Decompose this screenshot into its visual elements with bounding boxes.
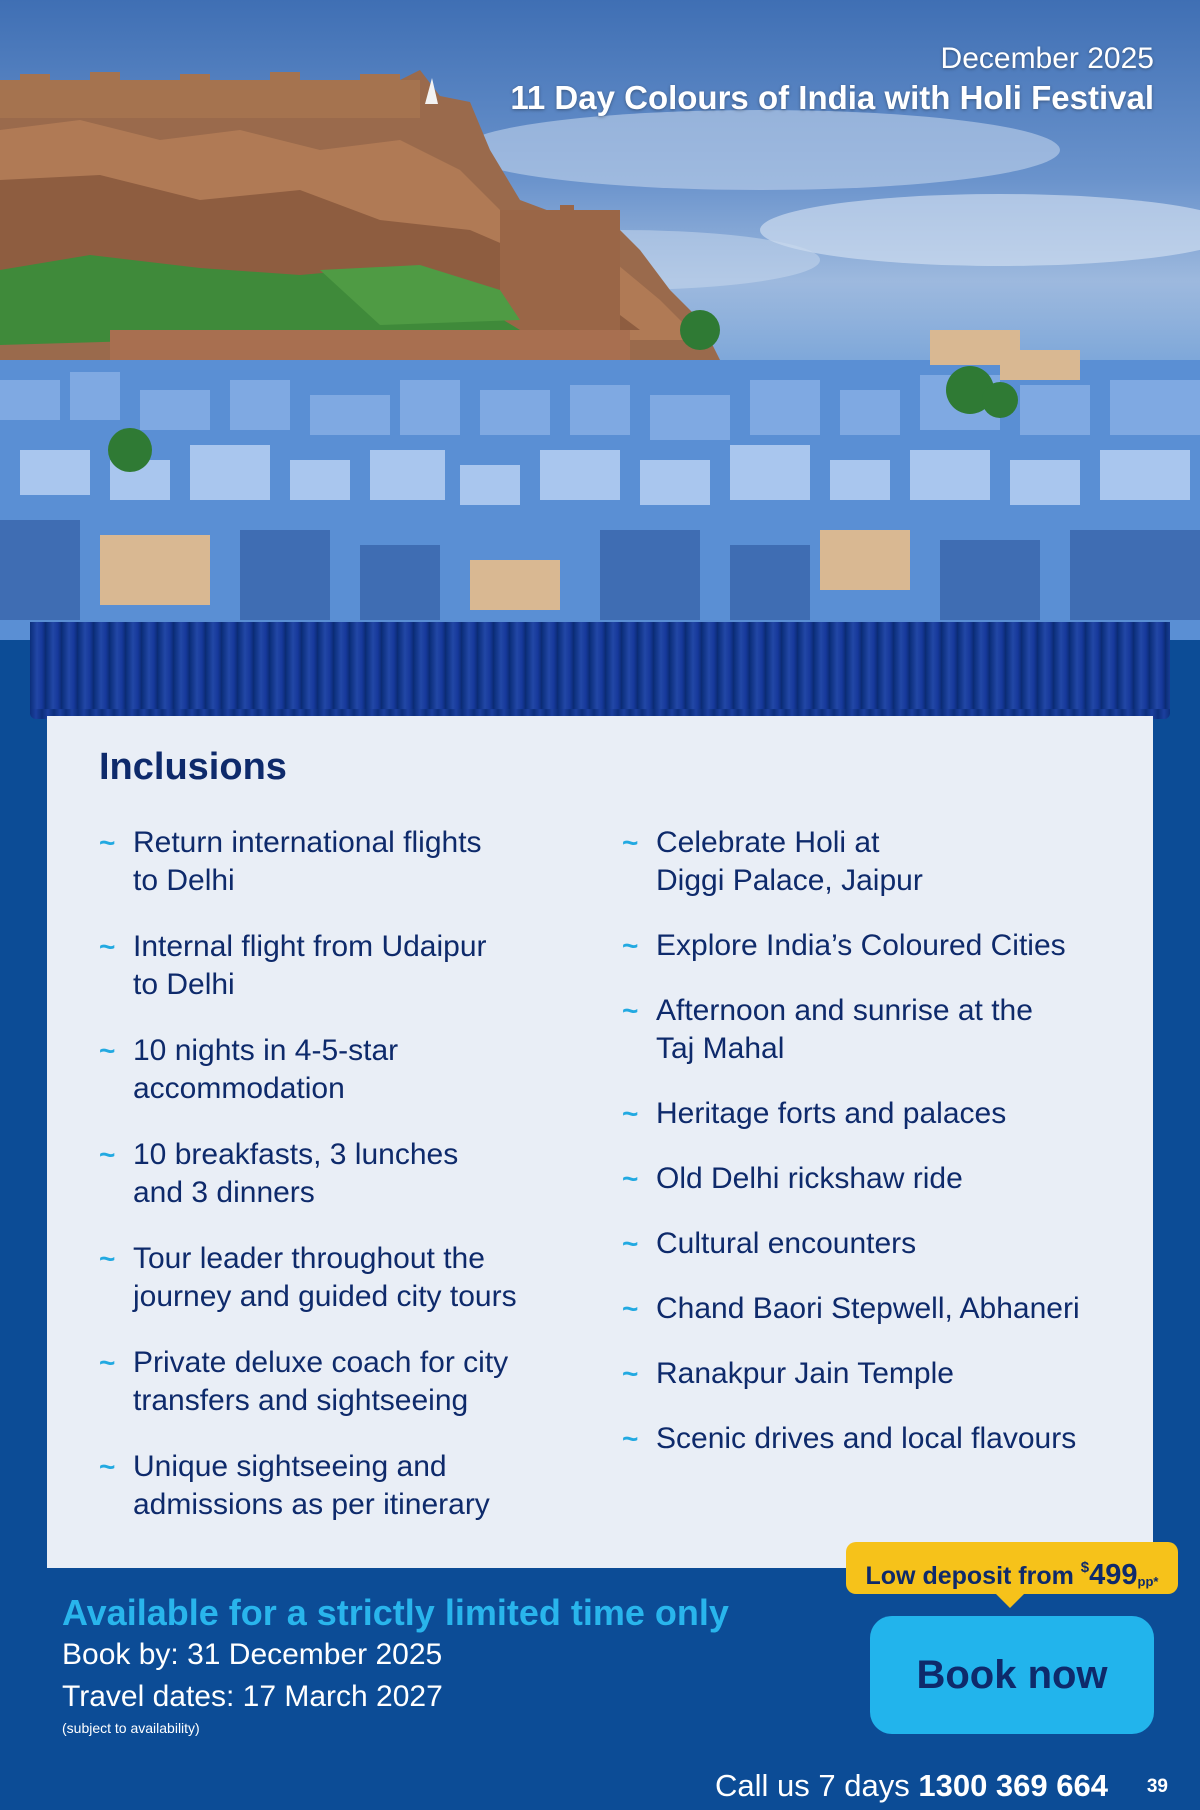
- inclusion-text: Ranakpur Jain Temple: [656, 1357, 954, 1390]
- bullet-tilde-icon: ~: [99, 1139, 116, 1170]
- bullet-tilde-icon: ~: [99, 827, 116, 858]
- phone-number[interactable]: 1300 369 664: [918, 1768, 1108, 1803]
- inclusion-text: Explore India’s Coloured Cities: [656, 929, 1066, 962]
- bullet-tilde-icon: ~: [99, 1451, 116, 1482]
- inclusion-text: accommodation: [133, 1072, 345, 1105]
- inclusion-text: Cultural encounters: [656, 1227, 917, 1260]
- bullet-tilde-icon: ~: [622, 1098, 639, 1129]
- deposit-badge: [846, 1542, 1178, 1594]
- bullet-tilde-icon: ~: [99, 931, 116, 962]
- inclusion-item: [622, 1095, 1122, 1133]
- bullet-tilde-icon: ~: [622, 1358, 639, 1389]
- inclusion-item: [622, 992, 1122, 1068]
- inclusion-text: Taj Mahal: [656, 1032, 785, 1065]
- inclusion-item: [99, 824, 569, 900]
- availability-note: (subject to availability): [62, 1720, 200, 1736]
- deposit-amount: 499: [1089, 1559, 1138, 1591]
- bullet-tilde-icon: ~: [99, 1035, 116, 1066]
- bullet-tilde-icon: ~: [99, 1243, 116, 1274]
- inclusions-panel: [47, 716, 1153, 1568]
- inclusion-text: and 3 dinners: [133, 1176, 315, 1209]
- inclusion-item: [99, 1136, 569, 1212]
- book-now-button[interactable]: Book now: [870, 1616, 1154, 1734]
- inclusion-text: 10 nights in 4-5-star: [133, 1034, 399, 1067]
- inclusion-item: [622, 1290, 1122, 1328]
- deposit-currency: $: [1080, 1559, 1090, 1576]
- bullet-tilde-icon: ~: [622, 1293, 639, 1324]
- inclusion-text: 10 breakfasts, 3 lunches: [133, 1138, 459, 1171]
- inclusion-text: to Delhi: [133, 864, 235, 897]
- bullet-tilde-icon: ~: [622, 930, 639, 961]
- inclusion-item: [99, 1032, 569, 1108]
- hero-image: [0, 0, 1200, 640]
- inclusion-item: [622, 1225, 1122, 1263]
- inclusion-text: Private deluxe coach for city: [133, 1346, 509, 1379]
- inclusion-text: transfers and sightseeing: [133, 1384, 469, 1417]
- inclusion-text: journey and guided city tours: [133, 1280, 517, 1313]
- deposit-suffix: pp*: [1137, 1574, 1159, 1589]
- call-prefix: Call us 7 days: [715, 1768, 919, 1803]
- inclusion-text: Internal flight from Udaipur: [133, 930, 487, 963]
- tour-date: December 2025: [940, 42, 1154, 75]
- bullet-tilde-icon: ~: [622, 1423, 639, 1454]
- inclusions-left-column: [99, 824, 569, 1552]
- inclusion-text: Celebrate Holi at: [656, 826, 880, 859]
- inclusion-item: [99, 1448, 569, 1524]
- bullet-tilde-icon: ~: [622, 1228, 639, 1259]
- inclusion-text: Return international flights: [133, 826, 482, 859]
- inclusion-text: Scenic drives and local flavours: [656, 1422, 1077, 1455]
- book-by-date: Book by: 31 December 2025: [62, 1638, 443, 1671]
- bullet-tilde-icon: ~: [622, 1163, 639, 1194]
- inclusion-text: Heritage forts and palaces: [656, 1097, 1007, 1130]
- travel-dates: Travel dates: 17 March 2027: [62, 1680, 443, 1713]
- bullet-tilde-icon: ~: [622, 995, 639, 1026]
- page-number: 39: [1146, 1776, 1168, 1797]
- inclusion-item: [622, 1160, 1122, 1198]
- inclusion-text: admissions as per itinerary: [133, 1488, 490, 1521]
- inclusions-title: Inclusions: [99, 746, 287, 788]
- curtain-valance-decoration: [30, 622, 1170, 714]
- inclusion-text: Afternoon and sunrise at the: [656, 994, 1033, 1027]
- inclusion-item: [622, 824, 1122, 900]
- inclusion-item: [622, 1355, 1122, 1393]
- hero-heading: [510, 40, 1154, 118]
- tour-title: 11 Day Colours of India with Holi Festival: [510, 79, 1154, 116]
- bullet-tilde-icon: ~: [99, 1347, 116, 1378]
- inclusion-text: Chand Baori Stepwell, Abhaneri: [656, 1292, 1080, 1325]
- inclusion-text: to Delhi: [133, 968, 235, 1001]
- bullet-tilde-icon: ~: [622, 827, 639, 858]
- inclusion-item: [99, 928, 569, 1004]
- call-us: [715, 1768, 1108, 1804]
- inclusion-item: [622, 927, 1122, 965]
- inclusions-right-column: [622, 824, 1122, 1485]
- inclusion-item: [99, 1240, 569, 1316]
- inclusion-text: Diggi Palace, Jaipur: [656, 864, 923, 897]
- inclusion-item: [622, 1420, 1122, 1458]
- inclusion-text: Unique sightseeing and: [133, 1450, 447, 1483]
- deposit-prefix: Low deposit from: [865, 1562, 1081, 1590]
- inclusion-text: Old Delhi rickshaw ride: [656, 1162, 963, 1195]
- limited-time-headline: Available for a strictly limited time only: [62, 1592, 729, 1633]
- inclusion-item: [99, 1344, 569, 1420]
- inclusion-text: Tour leader throughout the: [133, 1242, 485, 1275]
